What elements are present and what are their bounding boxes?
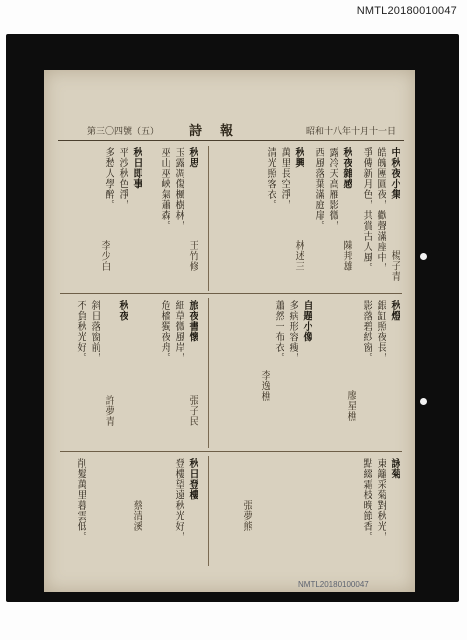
poem-line: 登樓望遠秋光好， [173,458,184,542]
poem-author: 楊子青 [389,250,400,282]
poem-line: 東籬采菊對秋光， [375,458,386,542]
poem-author: 陳邦雄 [341,240,352,272]
poem-author: 李逸樵 [259,370,270,402]
poem-line: 危檣獨夜舟。 [159,300,170,363]
poem-line: 點綴霜枝晚節香。 [361,458,372,542]
archive-id: NMTL20180010047 [356,5,457,17]
poem-author: 李少白 [99,240,110,272]
poem-title: 秋夜 [117,300,128,321]
poem-line: 西風落葉滿庭扉。 [313,147,324,231]
section-rule-lower [60,451,402,452]
poem-title: 中秋夜小集 [389,147,400,200]
poem-title: 秋興 [293,147,304,168]
poem-author: 張夢熊 [241,500,252,532]
column-divider-top [208,146,209,291]
poem-line: 巫山巫峽氣蕭森。 [159,147,170,231]
poem-line: 多愁人學醉。 [103,147,114,210]
poem-author: 許夢青 [103,395,114,427]
poem-title: 自題小像 [301,300,312,342]
poem-line: 細草微風岸， [173,300,184,363]
poem-line: 萬里長空淨， [279,147,290,210]
poem-author: 張子民 [187,395,198,427]
poem-author: 王竹修 [187,240,198,272]
column-divider-middle [208,298,209,448]
poem-title: 秋日登樓 [187,458,198,500]
poem-line: 露冷天高雁影微， [327,147,338,231]
poem-title: 詠菊 [389,458,400,479]
poem-author: 蔡清溪 [131,500,142,532]
poem-line: 銀缸照夜長， [375,300,386,363]
handwritten-archive-number: NMTL20180100047 [298,580,369,589]
poem-title: 秋燈 [389,300,400,321]
poem-line: 多病形容瘦， [287,300,298,363]
poem-line: 玉露凋傷楓樹林， [173,147,184,231]
poem-title: 旅夜書懷 [187,300,198,342]
section-rule-upper [60,293,402,294]
poem-title: 秋思 [187,147,198,168]
header-rule [58,140,404,141]
issue-number: 第三〇四號（五） [87,127,160,137]
poem-line: 削髮萬里暮雲低。 [75,458,86,542]
poem-line: 蕭然一布衣。 [273,300,284,363]
poem-line: 影落碧紗窗。 [361,300,372,363]
poem-line: 不負秋光好。 [75,300,86,363]
poem-title: 秋日即事 [131,147,142,189]
poem-author: 林述三 [293,240,304,272]
poem-title: 秋夜雜感 [341,147,352,189]
poem-line: 清光照客衣。 [265,147,276,210]
binding-hole-upper [420,253,427,260]
binding-hole-lower [420,398,427,405]
poem-line: 平沙秋色淨， [117,147,128,210]
poem-line: 皓魄團圓夜，歡聲滿座中， [375,147,386,273]
poem-line: 斜日落窗前， [89,300,100,363]
poem-line: 爭傳新月色，共賞古人風。 [361,147,372,273]
poem-author: 廖星樵 [345,390,356,422]
page-title: 詩報 [189,124,252,139]
publication-date: 昭和十八年十月十一日 [306,127,397,137]
column-divider-bottom [208,456,209,566]
